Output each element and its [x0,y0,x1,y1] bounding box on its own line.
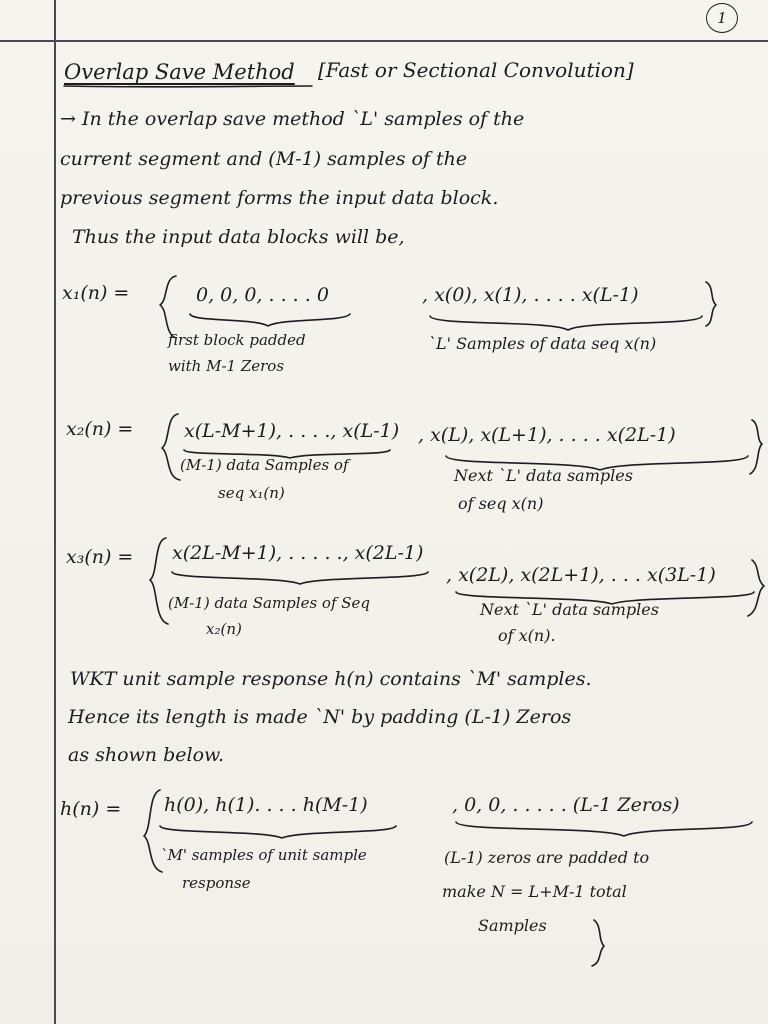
intro-line-3: previous segment forms the input data block. [60,187,499,209]
x3-part1: x(2L-M+1), . . . . ., x(2L-1) [172,542,424,564]
x3-part1-note-1: (M-1) data Samples of Seq [168,594,371,612]
x2-part1-note-2: seq x₁(n) [218,484,285,502]
h-part2-note-2: make N = L+M-1 total [442,882,627,901]
wkt-line-2: Hence its length is made `N' by padding (L-1) Zeros [68,706,572,728]
x3-part2-note-1: Next `L' data samples [480,600,659,619]
x1-zeros-note-2: with M-1 Zeros [168,357,285,375]
x2-part1-note-1: (M-1) data Samples of [180,456,349,474]
x2-part2: , x(L), x(L+1), . . . . x(2L-1) [418,424,676,446]
title-bracket: [Fast or Sectional Convolution] [318,58,634,82]
h-part1-note-1: `M' samples of unit sample [160,846,367,864]
x2-part2-note-2: of seq x(n) [458,494,544,513]
x2-label: x₂(n) = [66,418,134,440]
h-part2: , 0, 0, . . . . . (L-1 Zeros) [452,794,680,816]
x3-part2: , x(2L), x(2L+1), . . . x(3L-1) [446,564,716,586]
x3-label: x₃(n) = [66,546,134,568]
x1-zeros: 0, 0, 0, . . . . 0 [196,284,329,306]
x1-label: x₁(n) = [62,282,130,304]
intro-line-4: Thus the input data blocks will be, [72,226,405,248]
wkt-line-3: as shown below. [68,744,225,766]
x3-part2-note-2: of x(n). [498,626,556,645]
intro-line-2: current segment and (M-1) samples of the [60,148,468,170]
h-label: h(n) = [60,798,122,820]
x1-samples-note: `L' Samples of data seq x(n) [428,334,657,353]
x3-part1-note-2: x₂(n) [206,620,242,638]
page-number: 1 [706,3,738,33]
x2-part1: x(L-M+1), . . . ., x(L-1) [184,420,400,442]
wkt-line-1: WKT unit sample response h(n) contains `M' samples. [70,668,592,690]
h-part1-note-2: response [182,874,251,892]
h-part2-note-3: Samples [478,916,547,935]
h-part2-note-1: (L-1) zeros are padded to [444,848,650,867]
x1-zeros-note-1: first block padded [168,331,306,349]
intro-line-1: → In the overlap save method `L' samples of the [60,108,525,130]
x1-samples: , x(0), x(1), . . . . x(L-1) [422,284,639,306]
x2-part2-note-1: Next `L' data samples [454,466,633,485]
h-part1: h(0), h(1). . . . h(M-1) [164,794,368,816]
title-main: Overlap Save Method [64,60,295,84]
